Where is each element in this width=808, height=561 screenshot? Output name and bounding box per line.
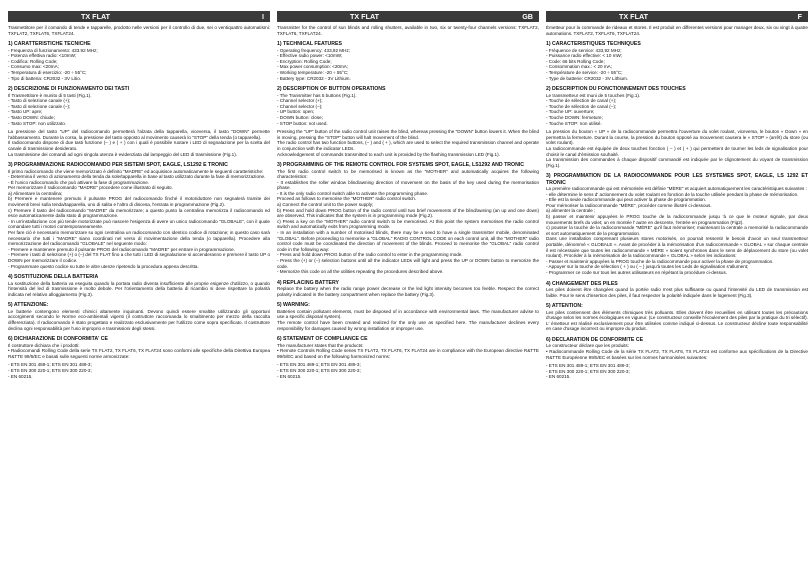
body-line: Le constructeur déclare que les produits:: [546, 343, 629, 349]
body-line: - Puissance radio effective: < 10 mW;: [546, 53, 623, 59]
body-line: Il costruttore dichiara che i prodotti:: [8, 342, 80, 348]
body-line: La pressione del tasto "UP" del radiocomando permetterà l'alzata della tapparella, viceversa, il tasto "DOWN" permette l'abbassamento. Durante la corsa, la pressione del tasto opposto al movimento causerà lo "STOP" della tenda (o tapparella).: [8, 129, 270, 140]
body-line: - Channel selector (–);: [277, 103, 323, 109]
body-line: Il Trasmettitore è munito di 5 tasti (Fig.1).: [8, 92, 92, 98]
body-line: - ETS EN 301 489-1; ETS EN 301 489-3;: [546, 363, 630, 369]
column-body: [8, 25, 270, 379]
body-line: Per memorizzare il radiocomando "MADRE" procedere come illustrato di seguito.: [8, 185, 173, 191]
body-line: - Tasto DOWN: chiude;: [8, 114, 55, 120]
body-line: - Consumo max: <20mA;: [8, 64, 59, 70]
body-line: La pression du bouton « UP » de la radiocommande permettra l'ouverture du volet roulant, viceversa, le bouton « Down » en permettra la fermeture. Durant la course, la pression du bouton opposé au mouvement causera le « STOP » (arrêt) du store (ou volet roulant).: [546, 129, 808, 146]
section-heading: 2) DESCRIPTION OF BUTTON OPERATIONS: [277, 86, 386, 93]
body-line: c) Premere il tasto del radiocomando "MADRE" da memorizzare; a questo punto la centralina memorizza il radiocomando ed esce automaticamente dalla stato di programmazione.: [8, 207, 270, 219]
body-line: - STOP button: not used.: [277, 120, 328, 126]
body-line: - DOWN button: close;: [277, 114, 323, 120]
body-line: - Tipo di batteria: CR2032 - 3V Litio.: [8, 75, 82, 81]
section-heading: 3) PROGRAMMATION DE LA RADIOCOMMANDE POUR LES SYSTEMES SPOT, EAGLE, LS 1292 ET TRONIC: [546, 173, 808, 186]
body-line: Les piles contiennent des éléments chimiques très polluants. Elles doivent être recueillies en utilisant toutes les précautions d'usage selon les normes écologiques en vigueur. (Le constructeur conseille l'écoulement des piles par la pratique du tri sélectif). L' émetteur est réalisé exclusivement pour être utilisées comme indiqué ci-dessus. Le constructeur décline toute responsabilité en case d'usage incorrect ou impropre du produit.: [546, 309, 808, 332]
section-heading: 2) DESCRIPTION DU FONCTIONNEMENT DES TOUCHES: [546, 86, 686, 93]
body-line: - ETS EN 301 489-1; ETS EN 301 489-3;: [277, 362, 361, 368]
body-line: - Touche de sélection de canal (+);: [546, 98, 617, 104]
body-line: Il radiocomando dispone di due tasti funzione (– ) e ( + ) con i quali è possibile ruotare i LED di segnalazione per la scelta del canale di trasmissione desiderato.: [8, 140, 270, 151]
section-spacer: [8, 297, 270, 300]
body-line: - It is the only radio control switch able to activate the programming phase.: [277, 190, 429, 196]
body-line: La sostituzione della batteria va eseguita quando la portata radio diventa insufficiente alle proprie esigenze d'utilizzo, o quando l'intensità del led di trasmissione è molto debole. Per l'orientamento della batteria di ricambio si deve rispettare la polarità indicata nel relativo alloggiamento (Fig.3).: [8, 280, 270, 297]
body-line: - Type de batterie: CR2032 - 3V Lithium.: [546, 75, 629, 81]
column-french: [546, 11, 808, 557]
section-spacer: [8, 81, 270, 84]
section-heading: 4) REPLACING BATTERY: [277, 279, 339, 286]
body-line: - Premere e mantenere premuto il pulsante PROG del radiocomando "MADRE" per entrare in programmazione.: [8, 246, 235, 252]
body-line: - Operating frequency: 433,92 MHz;: [277, 47, 351, 53]
column-header: [8, 11, 270, 22]
section-spacer: [546, 81, 808, 84]
body-line: - The Transmitter has 5 buttons (Fig.1).: [277, 92, 357, 98]
section-spacer: [277, 297, 539, 300]
body-line: La trasmissione dei comandi ad ogni singola utenza è evidenziata dal lampeggio del LED di trasmissione (Fig.1).: [8, 151, 238, 157]
column-title: TX FLAT: [81, 12, 111, 21]
body-line: - It establishes the roller window blind/awning direction of movement on the basis of the key used during the memorisation phase.: [277, 179, 539, 191]
body-line: - Appuyer sur la touche de sélection ( + ) ou ( – ) jusqu'à toutes les Leds de signalisation s'allument;: [546, 264, 749, 270]
intro-text: Trasmettitore per il comando di tende e tapparelle, prodotto nelle versioni per il controllo di due, sei o ventiquattro automatismi: TXFLAT2, TXFLAT6, TXFLAT24.: [8, 25, 270, 36]
body-line: - Fréquence de service: 433,92 MHz;: [546, 47, 622, 53]
body-line: The manufacturer states that the products:: [277, 342, 364, 348]
section-heading: 4) SOSTITUZIONE DELLA BATTERIA: [8, 274, 99, 281]
body-line: - Touche de sélection de canal (–);: [546, 103, 617, 109]
body-line: c) pousser la touche de la radiocommande "MÈRE" qu'il faut mémoriser; maintenant la centrale a memorisé la radiocommande et sort automatiquement de la programmation.: [546, 225, 808, 236]
section-spacer: [277, 81, 539, 84]
section-heading: 5) ATTENTION:: [546, 303, 583, 310]
language-code: F: [797, 12, 802, 21]
section-heading: 4) CHANGEMENT DES PILES: [546, 280, 618, 287]
body-line: - EN 60215.: [277, 373, 302, 379]
body-line: - Battery type: CR2032 - 3V Lithium.: [277, 75, 351, 81]
body-line: - EN 60215.: [8, 373, 33, 379]
body-line: - È l'unico radiocomando che può attivare la fase di programmazione.: [8, 179, 150, 185]
body-line: - ETS EN 300 220-1; ETS EN 300 220-3;: [546, 368, 630, 374]
section-spacer: [8, 269, 270, 272]
intro-text: Transmitter for the control of sun blinds and rolling shutters, available in two, six or twenty-four channels versions: TXFLAT2, TXFLAT6, TXFLAT24.: [277, 25, 539, 36]
section-heading: 1) CARACTERISTIQUES TECHNIQUES: [546, 41, 641, 48]
section-heading: 3) PROGRAMMAZIONE RADIOCOMANDO PER SISTEMI SPOT, EAGLE, LS1292 E TRONIC: [8, 162, 228, 169]
column-header: [546, 11, 808, 22]
column-header: [277, 11, 539, 22]
body-line: - Potenza effettiva radio: <10mW;: [8, 53, 77, 59]
section-spacer: [277, 157, 539, 160]
body-line: - Touche DOWN: fermeture;: [546, 114, 603, 120]
body-line: Dans une installation comprenant plusieurs stores motorisés, on pourrait ressentir le besoin d'avoir un seul transmetteur portable, dénommé « GLOBALE ». Avant de procéder à la mémorisation d'un radiocommande « GLOBAL » sur chaque centrale il est nécessaire que toutes les radiocommande « MÈRE » soient synchrones dans le sens de déplacement du store (ou volet roulant). Procéder à la mémorisation de la radiocommande « GLOBAL » selon les indications:: [546, 236, 808, 259]
body-line: - Press and hold down PROG button of the radio control to enter in the programming mode.: [277, 252, 463, 258]
body-line: - Elle est la seule radiocommande qui peut activer la phase de programmation.: [546, 197, 707, 203]
section-heading: 6) DECLARATION DE CONFORMITE CE: [546, 336, 644, 343]
body-line: - Code: 66 bits Rolling Code;: [546, 58, 605, 64]
section-spacer: [277, 36, 539, 39]
body-line: b) passer et maintenir appuyées le PROG touche de la radiocommande jusqu 'à ce que le moteur signale, par deux mouvements brefs du volet; un en montée l' autre en descente, l'entrée en programmation (Fig2).: [546, 214, 808, 225]
column-body: [277, 25, 539, 379]
body-line: c) Press a key on the "MOTHER" radio control switch to be memorised. At this point the system memorises the radio control switch and automatically exits from programming mode.: [277, 218, 539, 230]
body-line: Il primo radiocomando che viene memorizzato è definito "MADRE" ed acquisisce automaticamente le seguenti caratteristiche:: [8, 168, 264, 174]
body-line: Pressing the "UP" button of the radio control unit raises the blind, whereas pressing the "DOWN" button lowers it. When the blind is moving, pressing the "STOP" button will halt movement of the blind.: [277, 129, 539, 140]
section-heading: 5) ATTENZIONE:: [8, 302, 49, 309]
body-line: La première radiocommande qui est mémorisée est définie "MÈRE" et acquiert automatiquement les caractéristiques suivantes :: [546, 186, 807, 192]
body-line: - Memorize this code on all the utilities repeating the procedures described above.: [277, 269, 444, 275]
body-line: - In un'installazione con più tende motorizzate può nascere l'esigenza di avere un unico radiocomando "GLOBALE", con il quale comandare tutti i motori contemporaneamente.: [8, 218, 270, 230]
body-line: - Touche UP: ouverture;: [546, 109, 595, 115]
section-spacer: [546, 36, 808, 39]
body-line: - Tasto di selezione canale (+);: [8, 98, 71, 104]
body-line: a) alimenter la centrale ;: [546, 208, 596, 214]
body-line: Les piles doivent être changées quand la portée radio n'est plus suffisante ou quand l'intensité du LED de transmission est faible. Pour le sens d'insertion des piles, il faut respecter la polarité indiquée dans le logement (Fig.3).: [546, 287, 808, 298]
body-line: Proceed as follows to memorise the "MOTHER" radio control switch.: [277, 196, 417, 202]
section-spacer: [546, 298, 808, 301]
body-line: b) Press and hold down PROG button of the radio control until two brief movements of the blind/awning (an up and one down) are observed. This indicates that the system is in programming mode (Fig.2).: [277, 207, 539, 219]
section-spacer: [277, 331, 539, 334]
section-heading: 6) STATEMENT OF COMPLIANCE CE: [277, 336, 368, 343]
body-line: - Programmare questo codice su tutte le altre utenze ripetendo la procedura appena descritta.: [8, 263, 199, 269]
body-line: Replace the battery when the radio range power decrease or the led light intensity becomes too feeble. Respect the correct polarity indicated in the battery compartment when replace the battery (Fig.3).: [277, 286, 539, 297]
body-line: - Effective radio power: <10mW;: [277, 53, 343, 59]
section-heading: 6) DICHIARAZIONE DI CONFORMITA' CE: [8, 336, 108, 343]
language-code: I: [262, 12, 264, 21]
section-heading: 2) DESCRIZIONE DI FUNZIONAMENTO DEI TASTI: [8, 86, 130, 93]
body-line: Le batterie contengono elementi chimici altamente inquinanti. Devono quindi essere smaltite utilizzando gli opportuni accorgimenti secondo le Norme eco-ambientali vigenti (il costruttore raccomanda lo smaltimento per mezzo della raccolta differenziata). Il radiocomando è stato progettato e realizzato esclusivamente per l'utilizzo come sopra specificato. Il costruttore declina ogni responsabilità per l'uso improprio e trasmissioni degli stessi.: [8, 308, 270, 331]
body-line: - Température de service: -20 ÷ 55°C;: [546, 69, 623, 75]
column-body: [546, 25, 808, 380]
body-line: - Touche STOP: non utilisé.: [546, 120, 602, 126]
column-title: TX FLAT: [350, 12, 380, 21]
section-spacer: [277, 275, 539, 278]
body-line: - elle détermine le sens d' actionnement du volet roulant en fonction de la touche utilisée pendant la phase de mémorisation.: [546, 191, 799, 197]
body-line: - Max power consumption: <20mA;: [277, 64, 349, 70]
body-line: - ETS EN 300 220-1; ETS EN 300 220-3;: [8, 367, 92, 373]
body-line: La radiocommande est équipée de deux touches fonction ( – ) et ( + ) qui permettent de tourner les leds de signalisation pour choisir le canal d'émission souhaité.: [546, 145, 808, 157]
body-line: - Consommation max.: < 20 mA;: [546, 64, 612, 70]
section-heading: 5) WARNING:: [277, 302, 310, 309]
section-spacer: [546, 276, 808, 279]
section-heading: 3) PROGRAMMING OF THE REMOTE CONTROL FOR SYSTEMS SPOT, EAGLE, LS1292 AND TRONIC: [277, 162, 525, 169]
body-line: a) Alimentare la centralina;: [8, 190, 63, 196]
column-title: TX FLAT: [619, 12, 649, 21]
language-code: GB: [522, 12, 533, 21]
body-line: - ETS EN 301 489-1; ETS EN 301 489-3;: [8, 362, 92, 368]
body-line: - Tasto UP: apre;: [8, 109, 43, 115]
body-line: Le transmetteur est muni de 5 touches (Fig.1).: [546, 92, 641, 98]
intro-text: Émetteur pour la commande de rideaux et stores. Il est produit en differentes versions pour manager deux, six ou vingt à quatre automations. TXFLAT2, TXFLAT6, TXFLAT24.: [546, 25, 808, 36]
body-line: - Codifica: Rolling Code;: [8, 58, 58, 64]
body-line: - Press the (+) or (–) selection buttons until all the indicator LEDs will light and press the UP or DOWN button to memorize the code.: [277, 258, 539, 269]
body-line: - Tasto STOP: non utilizzato.: [8, 120, 67, 126]
body-line: - Programmer ce code sur tous les autres utilisateurs en répétant la procédure ci-dessus.: [546, 270, 728, 275]
body-line: - Temperatura di esercizio: -20 ÷ 55°C;: [8, 69, 87, 75]
section-spacer: [546, 168, 808, 171]
body-line: • Radiocommande Rolling Code de la série TX FLAT2, TX FLAT6, TX FLAT24 est conforme aux spécifications de la Directive R&TTE Européenne 99/5/EC et basées sur les normes harmonisées suivantes:: [546, 348, 808, 360]
body-line: Acknowledgement of commands transmitted to each unit is provided by the flashing transmission LED (Fig.1).: [277, 151, 500, 157]
body-line: • Remote Controls Rolling Code series TX FLAT2, TX FLAT6, TX FLAT24 are in compliance with the European directive R&TTE 99/5/EC and based on the following harmonized norms:: [277, 348, 539, 359]
column-italian: [8, 11, 270, 557]
section-heading: 1) TECHNICAL FEATURES: [277, 41, 342, 48]
body-line: - Premere i tasti di selezione (+) o (–) del TX FLAT fino a che tutti i LED di segnalazione si accenderanno e premere il tasto UP o DOWN per memorizzare il codice.: [8, 252, 270, 263]
section-heading: 1) CARATTERISTICHE TECNICHE: [8, 41, 91, 48]
body-line: Per fare ciò è necessario memorizzare su ogni centralina un radiocomando con identico codice di rotazione; in questo caso sarà necessario che tutti i "MADRE" siano coordinati nel verso di movimentazione della tenda (o tapparella). Procedere alla memorizzazione del radiocomando "GLOBALE" nel seguente modo:: [8, 230, 270, 247]
body-line: - ETS EN 300 220-1; ETS EN 300 220-3;: [277, 367, 361, 373]
body-line: - EN 60215.: [546, 374, 571, 380]
body-line: a) Connect the control unit to the power supply;: [277, 202, 374, 208]
section-spacer: [546, 332, 808, 335]
body-line: - Passer et maintenir appuyées la PROG touche de la radiocommande pour activer la phase de programmation.: [546, 258, 774, 264]
body-line: • Radiocomandi Rolling Code della serie TX FLAT2, TX FLAT6, TX FLAT24 sono conformi alle specifiche della Direttiva Europea R&TTE 99/5/EC e basati sulle seguenti norme armonizzate:: [8, 348, 270, 359]
section-spacer: [8, 36, 270, 39]
body-line: - In an installation with a number of motorised blinds, there may be a need to have a single transmitter mobile, denominated "GLOBAL". Before proceeding to memorise a "GLOBAL" RADIO CONTROL CODE on each control unit, all the "MOTHER" radio control code must be coordinated the direction of movement of the blinds. Proceed to memorise the "GLOBAL" radio control code in the following way:: [277, 230, 539, 252]
body-line: The radio control has two function buttons, (– ) and ( + ), which are used to select the required transmission channel and operate in conjunction with the indicator LEDs.: [277, 140, 539, 151]
body-line: The remote control have been created and realized for the only use as specified here. The manufacturer declines every responsibility for damages caused by wrong installation or improper use.: [277, 319, 539, 331]
body-line: - Working temperature: -20 ÷ 55°C;: [277, 69, 349, 75]
body-line: Pour mémoriser la radiocommande "MÈRE", procéder comme illustré ci-dessous.: [546, 202, 712, 208]
body-line: - Tasto di selezione canale (–);: [8, 103, 71, 109]
body-line: - Frequenza di funzionamento: 433.92 MHz;: [8, 47, 98, 53]
body-line: - Determina il verso di azionamento della tenda da sole/tapparella in base al tasto utilizzato durante la fase di memorizzazione.: [8, 174, 266, 180]
body-line: - Encryption: Rolling Code;: [277, 58, 332, 64]
section-spacer: [8, 157, 270, 160]
column-english: [277, 11, 539, 557]
body-line: - UP button: open;: [277, 109, 315, 115]
body-line: b) Premere e mantenere premuto il pulsante PROG del radiocomando finché il motoriduttore non segnalerà tramite dei movimenti brevi sulla tenda/tapparella, uno di salita e l'altro di discesa, l'entrata in programmazione (Fig.2).: [8, 196, 270, 208]
body-line: La transmission des commandes à chaque dispositif commandé est indiquée par le clignotement du voyant de transmission (Fig.1).: [546, 157, 808, 168]
body-line: Batteries contain pollutant elements, must be disposed of in accordance with environmental laws. The manufacturer advise to use a specific disposal system).: [277, 308, 539, 320]
body-line: - Channel selector (+);: [277, 98, 323, 104]
section-spacer: [8, 331, 270, 334]
body-line: The first radio control switch to be memorised is known as the "MOTHER" and automatically acquires the following characteristics:: [277, 168, 539, 180]
